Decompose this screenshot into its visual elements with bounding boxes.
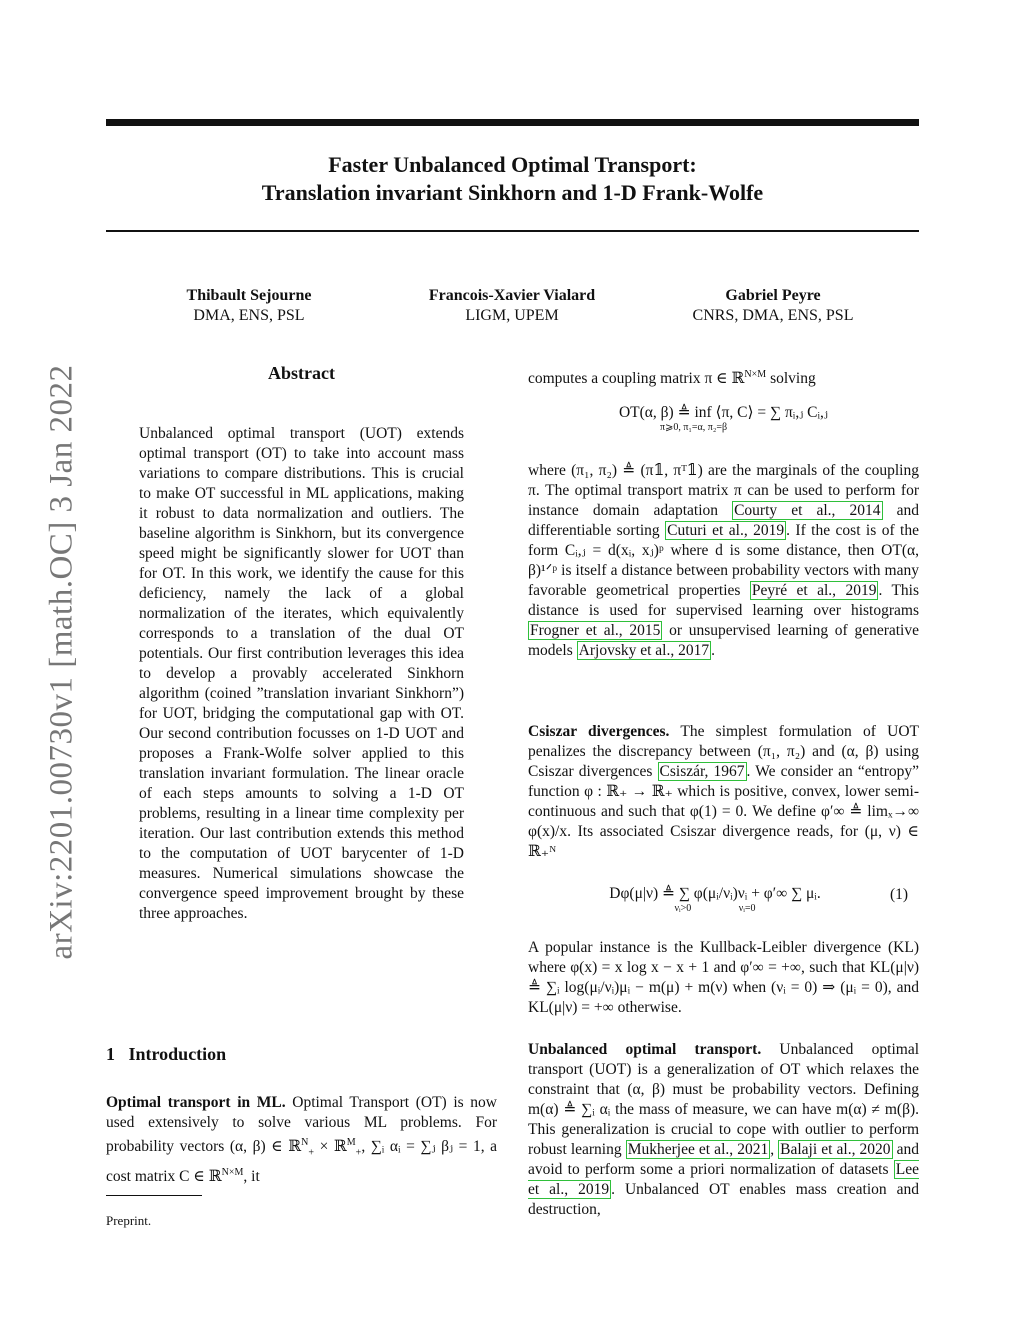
citation-link[interactable]: Courty et al., 2014 <box>734 502 881 519</box>
author-block-3 <box>643 286 903 326</box>
text: . This distance is used for supervised learning over histograms <box>528 582 919 619</box>
kl-paragraph: A popular instance is the Kullback-Leibler divergence (KL) where φ(x) = x log x − x + 1 and φ′∞ = +∞, such that KL(μ|ν) ≜ ∑ᵢ log(μᵢ/νᵢ)μᵢ − m(μ) + m(ν) when (νᵢ = 0) ⇒ (μᵢ = 0), and KL(μ|ν) = +∞ otherwise. <box>528 939 919 1016</box>
author-name: Thibault Sejourne <box>186 287 312 304</box>
citation-link[interactable]: Lee et al., 2019 <box>528 1161 919 1198</box>
equation-1-sub: νᵢ=0 <box>738 903 756 914</box>
ot-equation-sub: π⩾0, π₁=α, π₂=β <box>659 422 728 433</box>
ot-intro-end: solving <box>766 370 816 388</box>
title-line-1: Faster Unbalanced Optimal Transport: <box>328 152 697 177</box>
intro-text-b: ∑ᵢ αᵢ = ∑ⱼ βⱼ = 1, a cost matrix C ∈ ℝ <box>106 1138 498 1186</box>
section-number: 1 <box>106 1044 115 1064</box>
text: . If the cost is of the form Cᵢ,ⱼ = d(xᵢ, xⱼ)ᵖ where d is some distance, then OT(α, β)¹ᐟᵖ is itself a distance between probability vectors with many favorable geometrical properties <box>528 522 919 599</box>
author-block-1 <box>119 286 379 326</box>
ot-paragraph <box>528 461 919 661</box>
intro-paragraph: Optimal transport in ML. Optimal Transport (OT) is now used extensively to solve various ML problems. For probability vectors (α, β) ∈ ℝ$^N_+$ × ℝ$^M_+$, ∑ᵢ αᵢ = ∑ⱼ βⱼ = 1, a cost matrix C ∈ ℝ$^{N\times M}$, it <box>106 1094 498 1186</box>
footnote: Preprint. <box>106 1213 152 1228</box>
equation-number: (1) <box>890 886 909 903</box>
author-affiliation: LIGM, UPEM <box>465 307 559 324</box>
text: The simplest formulation of UOT penalizes the discrepancy between (π₁, π₂) and (α, β) using Csiszar divergences <box>528 723 919 780</box>
arxiv-side-stamp: arXiv:2201.00730v1 [math.OC] 3 Jan 2022 <box>43 364 80 960</box>
ot-intro-text: computes a coupling matrix π ∈ ℝ <box>528 370 745 388</box>
citation-link[interactable]: Cuturi et al., 2019 <box>667 522 785 539</box>
equation-1-sub: νᵢ>0 <box>674 903 692 914</box>
text: or unsupervised learning of generative models <box>528 622 919 659</box>
ot-intro-line <box>528 365 919 389</box>
text: . <box>711 642 715 659</box>
equation-1-main: Dφ(μ|ν) ≜ ∑ φ(μᵢ/νᵢ)νᵢ + φ′∞ ∑ μᵢ. <box>609 885 821 902</box>
text: and differentiable sorting <box>528 502 919 539</box>
author-affiliation: DMA, ENS, PSL <box>193 307 305 324</box>
equation-1 <box>560 884 870 915</box>
section-title: Introduction <box>128 1044 227 1064</box>
paragraph-heading: Optimal transport in ML. <box>106 1094 286 1111</box>
author-affiliation: CNRS, DMA, ENS, PSL <box>692 307 854 324</box>
intro-text-a: Optimal Transport (OT) is now used extensively to solve various ML problems. For probability vectors (α, β) ∈ ℝ <box>106 1094 497 1156</box>
citation-link[interactable]: Mukherjee et al., 2021 <box>627 1141 769 1158</box>
title-line-2: Translation invariant Sinkhorn and 1-D Frank-Wolfe <box>261 180 764 205</box>
citation-link[interactable]: Peyré et al., 2019 <box>751 582 877 599</box>
ot-equation-main: OT(α, β) ≜ inf ⟨π, C⟩ = ∑ πᵢ,ⱼ Cᵢ,ⱼ <box>618 404 829 421</box>
text: . We consider an “entropy” function φ : ℝ₊ → ℝ₊ which is positive, convex, lower semi-continuous and such that φ(1) = 0. We define φ′∞ ≜ limₓ→∞ φ(x)/x. Its associated Csiszar divergence reads, for (μ, ν) ∈ ℝ₊ᴺ <box>528 763 919 860</box>
text: . Unbalanced OT enables mass creation and destruction, <box>528 1181 920 1218</box>
abstract-heading: Abstract <box>268 363 335 383</box>
citation-link[interactable]: Balaji et al., 2020 <box>780 1141 891 1158</box>
uot-paragraph: Unbalanced optimal transport. Unbalanced optimal transport (UOT) is a generalization of OT which relaxes the constraint that (α, β) must be probability vectors. Defining m(α) ≜ ∑ᵢ αᵢ the mass of measure, we can have m(α) ≠ m(β). This generalization is crucial to cope with outlier to perform robust learning Mukherjee et al., 2021 , Balaji et al., 2020 and avoid to perform some a priori normalization of datasets Lee et al., 2019 . Unbalanced OT enables mass creation and destruction, <box>528 1041 920 1218</box>
ot-equation <box>528 403 919 434</box>
ot-intro-sup: N×M <box>744 369 767 380</box>
abstract-text: Unbalanced optimal transport (UOT) extends optimal transport (OT) to take into account mass variations to compare distributions. This is crucial to make OT successful in ML applications, making it robust to data normalization and outliers. The baseline algorithm is Sinkhorn, but its convergence speed might be significantly slower for UOT than for OT. In this work, we identify the cause for this deficiency, namely the lack of a global normalization of the iterates, which equivalently corresponds to a translation of the dual OT potentials. Our first contribution leverages this idea to develop a provably accelerated Sinkhorn algorithm (coined ”translation invariant Sinkhorn”) for UOT, bridging the computational gap with OT. Our second contribution focusses on 1-D UOT and proposes a Frank-Wolfe solver applied to this translation invariant formulation. The linear oracle of each steps amounts to solving a 1-D OT problems, resulting in a linear time complexity per iteration. Our last contribution extends this method to the computation of UOT barycenter of 1-D measures. Numerical simulations showcase the convergence speed improvement brought by these three approaches. <box>139 425 464 922</box>
paragraph-heading: Unbalanced optimal transport. <box>528 1041 762 1058</box>
title-top-rule <box>106 119 919 126</box>
text: and avoid to perform some a priori normalization of datasets <box>528 1141 919 1178</box>
text: Unbalanced optimal transport (UOT) is a generalization of OT which relaxes the constraint that (α, β) must be probability vectors. Defining m(α) ≜ ∑ᵢ αᵢ the mass of measure, we can have m(α) ≠ m(β). This generalization is crucial to cope with outlier to perform robust learning <box>528 1041 919 1158</box>
citation-link[interactable]: Frogner et al., 2015 <box>530 622 661 639</box>
author-name: Gabriel Peyre <box>725 287 821 304</box>
footnote-rule <box>106 1195 202 1196</box>
author-name: Francois-Xavier Vialard <box>428 287 596 304</box>
paragraph-heading: Csiszar divergences. <box>528 723 670 740</box>
section-heading <box>106 1044 226 1065</box>
title-bottom-rule <box>106 230 919 232</box>
equation-1-subs <box>560 903 870 915</box>
text: where (π₁, π₂) ≜ (π𝟙, πᵀ𝟙) are the marginals of the coupling π. The optimal transport matrix π can be used to perform for instance domain adaptation <box>528 462 919 519</box>
citation-link[interactable]: Csiszár, 1967 <box>659 763 745 780</box>
author-block-2 <box>382 286 642 326</box>
csiszar-paragraph <box>528 722 919 862</box>
citation-link[interactable]: Arjovsky et al., 2017 <box>578 642 710 659</box>
